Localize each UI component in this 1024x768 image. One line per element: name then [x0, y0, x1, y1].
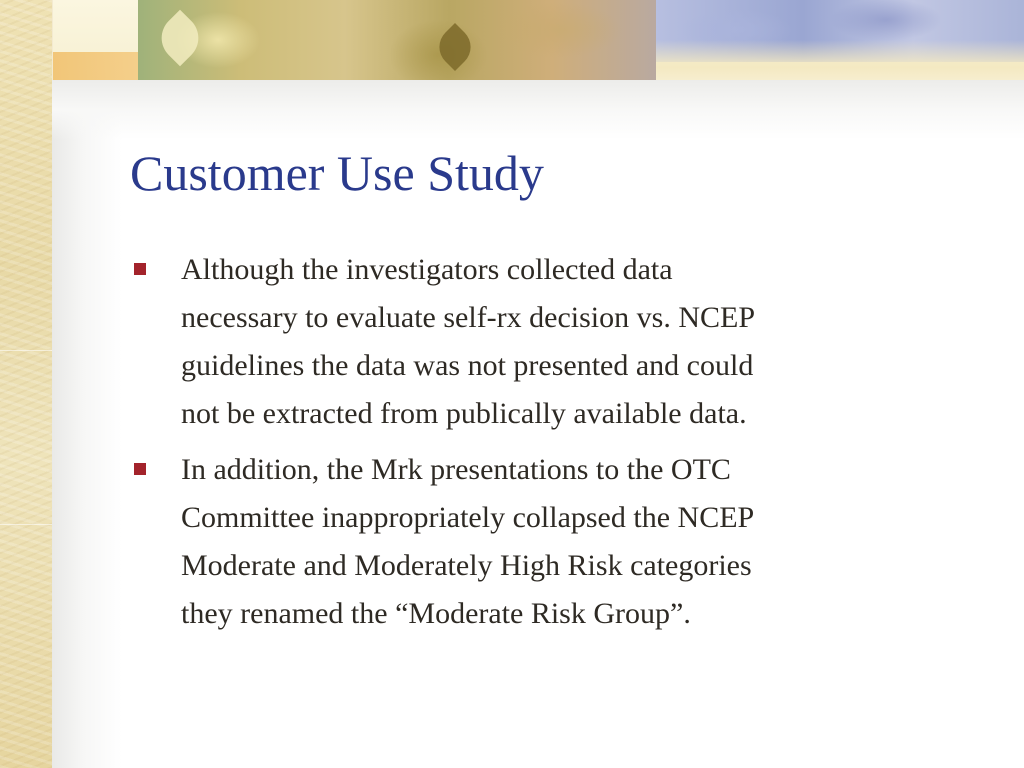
slide-title: Customer Use Study	[130, 145, 544, 201]
bullet-text-line: Although the investigators collected data	[181, 253, 673, 286]
left-shadow	[52, 80, 122, 768]
bullet-text-line: Moderate and Moderately High Risk categories	[181, 549, 752, 582]
bullet-text-line: not be extracted from publically available data.	[181, 397, 747, 430]
bullet-item	[130, 246, 970, 438]
bullet-text-line: they renamed the “Moderate Risk Group”.	[181, 597, 691, 630]
square-bullet-icon	[134, 463, 146, 475]
bullet-text-line: Committee inappropriately collapsed the NCEP	[181, 501, 755, 534]
leaf-shape	[431, 23, 479, 71]
bullet-text-line: In addition, the Mrk presentations to the OTC	[181, 453, 731, 486]
banner-autumn-image	[138, 0, 656, 86]
square-bullet-icon	[134, 263, 146, 275]
top-shadow	[52, 80, 1024, 140]
bullet-item	[130, 446, 970, 638]
strip-seam	[0, 524, 52, 525]
leaf-shape	[152, 10, 209, 67]
strip-seam	[0, 350, 52, 351]
bullet-text-line: necessary to evaluate self-rx decision vs. NCEP	[181, 301, 755, 334]
parchment-strip	[0, 0, 53, 768]
bullet-list	[130, 246, 970, 646]
decorative-banner	[0, 0, 1024, 88]
bullet-text-line: guidelines the data was not presented and could	[181, 349, 754, 382]
